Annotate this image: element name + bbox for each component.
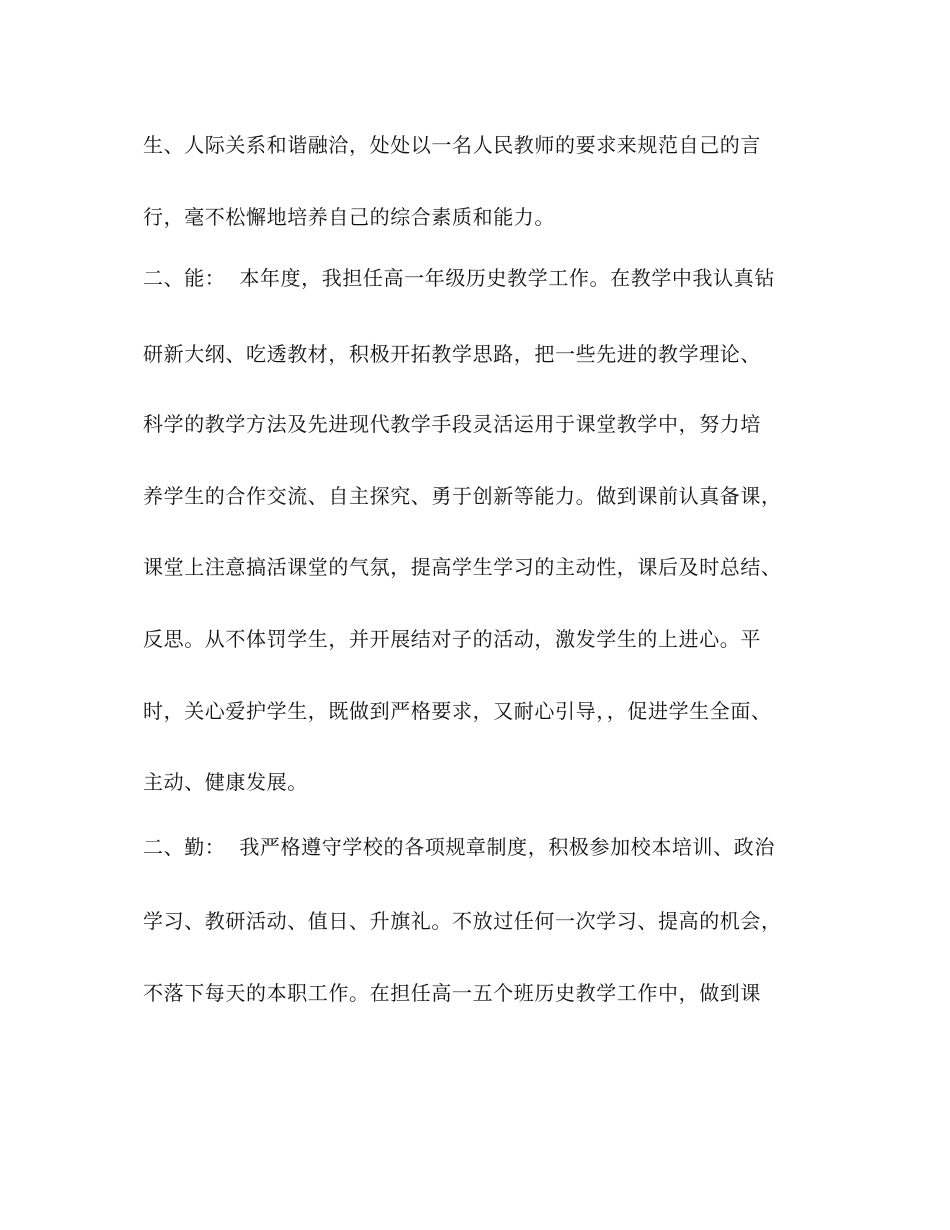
paragraph-line: 主动、健康发展。: [143, 770, 308, 794]
paragraph-line: 生、人际关系和谐融洽，处处以一名人民教师的要求来规范自己的言: [143, 133, 761, 157]
paragraph-line: 科学的教学方法及先进现代教学手段灵活运用于课堂教学中，努力培: [143, 412, 761, 436]
section-heading-line: 二、勤： 我严格遵守学校的各项规章制度，积极参加校本培训、政治: [143, 835, 775, 859]
paragraph-line: 课堂上注意搞活课堂的气氛，提高学生学习的主动性，课后及时总结、: [143, 555, 782, 579]
section-heading-line: 二、能： 本年度，我担任高一年级历史教学工作。在教学中我认真钻: [143, 266, 775, 290]
paragraph-line: 不落下每天的本职工作。在担任高一五个班历史教学工作中，做到课: [143, 981, 761, 1005]
paragraph-line: 时，关心爱护学生，既做到严格要求，又耐心引导，，促进学生全面、: [143, 699, 772, 723]
paragraph-line: 学习、教研活动、值日、升旗礼。不放过任何一次学习、提高的机会，: [143, 909, 782, 933]
paragraph-line: 行，毫不松懈地培养自己的综合素质和能力。: [143, 205, 555, 229]
paragraph-line: 反思。从不体罚学生，并开展结对子的活动，激发学生的上进心。平: [143, 627, 761, 651]
paragraph-line: 养学生的合作交流、自主探究、勇于创新等能力。做到课前认真备课，: [143, 484, 782, 508]
paragraph-line: 研新大纲、吃透教材，积极开拓教学思路，把一些先进的教学理论、: [143, 342, 761, 366]
